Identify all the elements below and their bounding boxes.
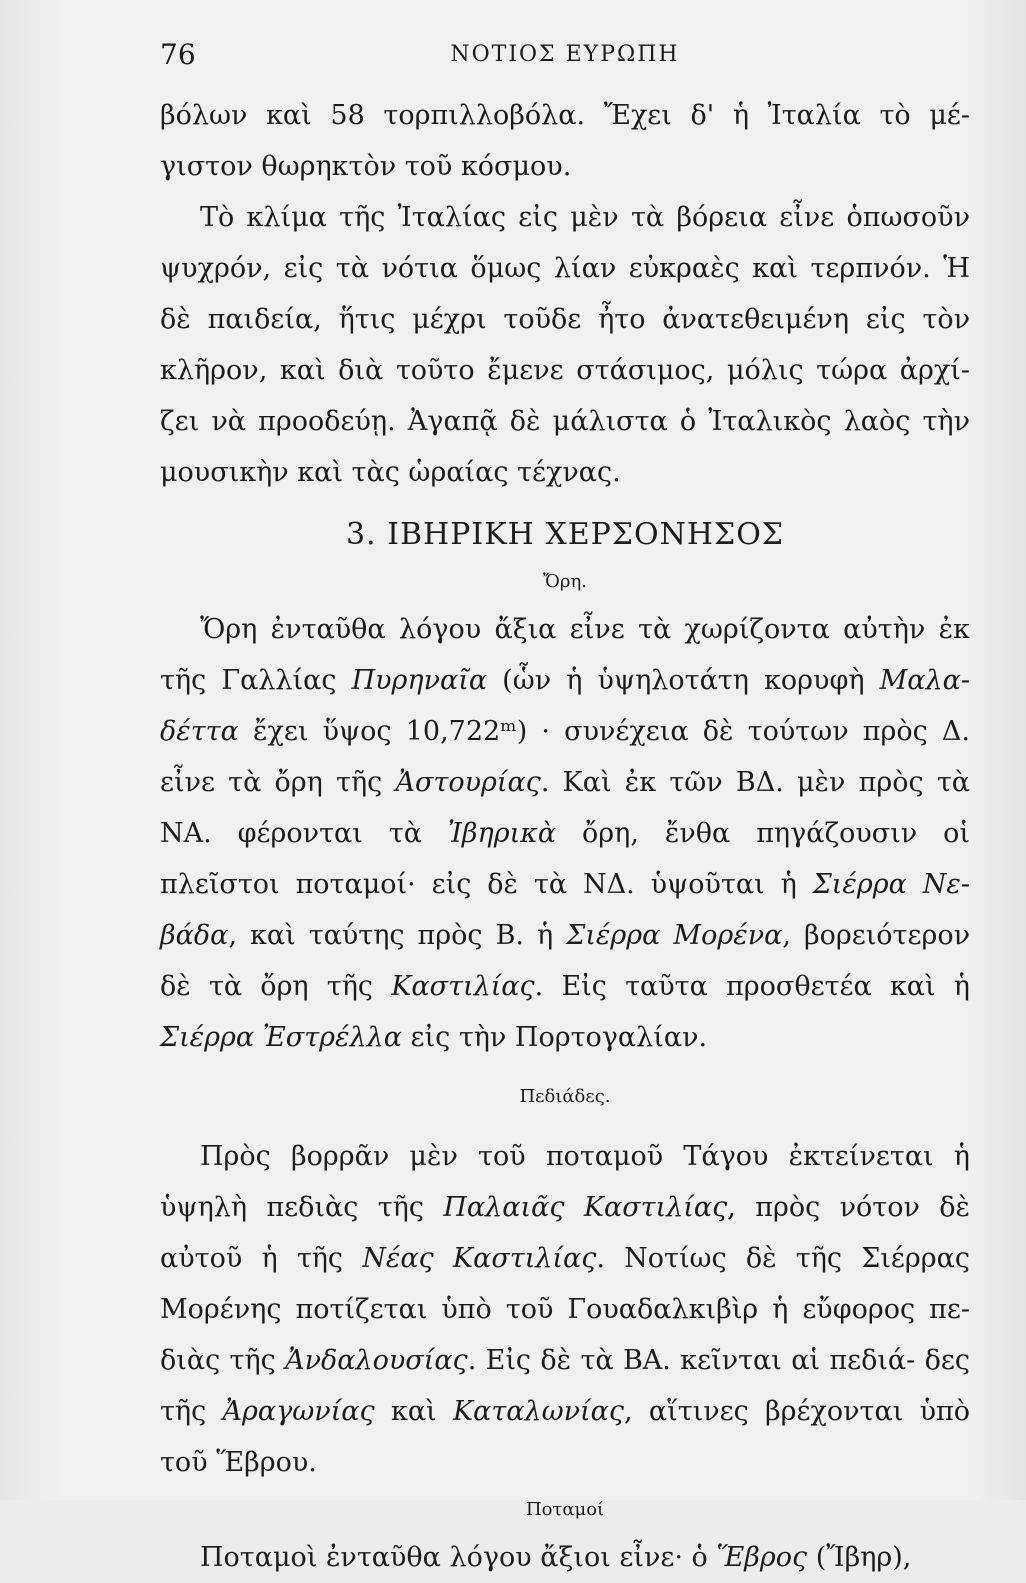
page-number: 76 — [160, 38, 196, 71]
paragraph-plains: Πρὸς βορρᾶν μὲν τοῦ ποταμοῦ Τάγου ἐκτείνεται ἡ ὑψηλὴ πεδιὰς τῆς Παλαιᾶς Καστιλίας, πρὸς νότον δὲ αὐτοῦ ἡ τῆς Νέας Καστιλίας. Νοτίως δὲ τῆς Σιέρρας Μορένης ποτίζεται ὑπὸ τοῦ Γουαδαλκιβὶρ ἡ εὔφορος πε- διὰς τῆς Ἀνδαλουσίας. Εἰς δὲ τὰ ΒΑ. κεῖνται αἱ πεδιά- δες τῆς Ἀραγωνίας καὶ Καταλωνίας, αἵτινες βρέχονται ὑπὸ τοῦ Ἕβρου. — [160, 1141, 970, 1478]
continuation-line: βόλων καὶ 58 τορπιλλοβόλα. Ἔχει δ' ἡ Ἰταλία τὸ μέ- — [160, 100, 970, 131]
place-name: Σιέρρα Ἐστρέλλα — [160, 1022, 402, 1053]
place-name: Πυρηναῖα — [351, 665, 488, 696]
subheading-plains: Πεδιάδες. — [519, 1086, 611, 1107]
subheading-rivers: Ποταμοί — [525, 1499, 605, 1520]
place-name: Νέας Καστιλίας — [362, 1243, 597, 1274]
paragraph-rivers: Ποταμοὶ ἐνταῦθα λόγου ἄξιοι εἶνε· ὁ Ἕβρος (Ἴβηρ), — [200, 1542, 912, 1573]
place-name: Καταλωνίας — [452, 1396, 624, 1427]
page-header — [160, 38, 970, 78]
place-name: Παλαιᾶς Καστιλίας — [443, 1192, 728, 1223]
place-name: Σιέρρα Νε- βάδα — [160, 869, 970, 951]
continuation-line: γιστον θωρηκτὸν τοῦ κόσμου. — [160, 151, 572, 182]
place-name: Ἀστουρίας — [395, 767, 541, 798]
place-name: Ἕβρος — [716, 1542, 808, 1573]
place-name: Ἀραγωνίας — [222, 1396, 375, 1427]
subheading-mountains: Ὄρη. — [543, 571, 587, 592]
place-name: Σιέρρα Μορένα — [566, 920, 783, 951]
section-title: 3. ΙΒΗΡΙΚΗ ΧΕΡΣΟΝΗΣΟΣ — [345, 517, 785, 552]
place-name: Μαλα- δέττα — [160, 665, 970, 747]
place-name: Ἀνδαλουσίας — [285, 1345, 468, 1376]
paragraph-mountains: Ὄρη ἐνταῦθα λόγου ἄξια εἶνε τὰ χωρίζοντα αὐτὴν ἐκ τῆς Γαλλίας Πυρηναῖα (ὧν ἡ ὑψηλοτάτη κορυφὴ Μαλα- δέττα ἔχει ὕψος 10,722ᵐ) · συνέχεια δὲ τούτων πρὸς Δ. εἶνε τὰ ὄρη τῆς Ἀστουρίας. Καὶ ἐκ τῶν ΒΔ. μὲν πρὸς τὰ ΝΑ. φέρονται τὰ Ἰβηρικὰ ὄρη, ἔνθα πηγάζουσιν οἱ πλεῖστοι ποταμοί· εἰς δὲ τὰ ΝΔ. ὑψοῦται ἡ Σιέρρα Νε- βάδα, καὶ ταύτης πρὸς Β. ἡ Σιέρρα Μορένα, βορειότερον δὲ τὰ ὄρη τῆς Καστιλίας. Εἰς ταῦτα προσθετέα καὶ ἡ Σιέρρα Ἐστρέλλα εἰς τὴν Πορτογαλίαν. — [160, 614, 970, 1053]
body-text — [160, 90, 970, 1583]
place-name: Ἰβηρικὰ — [447, 818, 557, 849]
running-title: ΝΟΤΙΟΣ ΕΥΡΩΠΗ — [450, 42, 680, 67]
paragraph-italy-climate: Τὸ κλίμα τῆς Ἰταλίας εἰς μὲν τὰ βόρεια εἶνε ὁπωσοῦν ψυχρόν, εἰς τὰ νότια ὅμως λίαν εὐκραὲς καὶ τερπνόν. Ἡ δὲ παιδεία, ἥτις μέχρι τοῦδε ἦτο ἀνατεθειμένη εἰς τὸν κλῆρον, καὶ διὰ τοῦτο ἔμενε στάσιμος, μόλις τώρα ἀρχί- ζει νὰ προοδεύῃ. Ἀγαπᾷ δὲ μάλιστα ὁ Ἰταλικὸς λαὸς τὴν μουσικὴν καὶ τὰς ὡραίας τέχνας. — [160, 202, 970, 488]
place-name: Καστιλίας — [391, 971, 535, 1002]
